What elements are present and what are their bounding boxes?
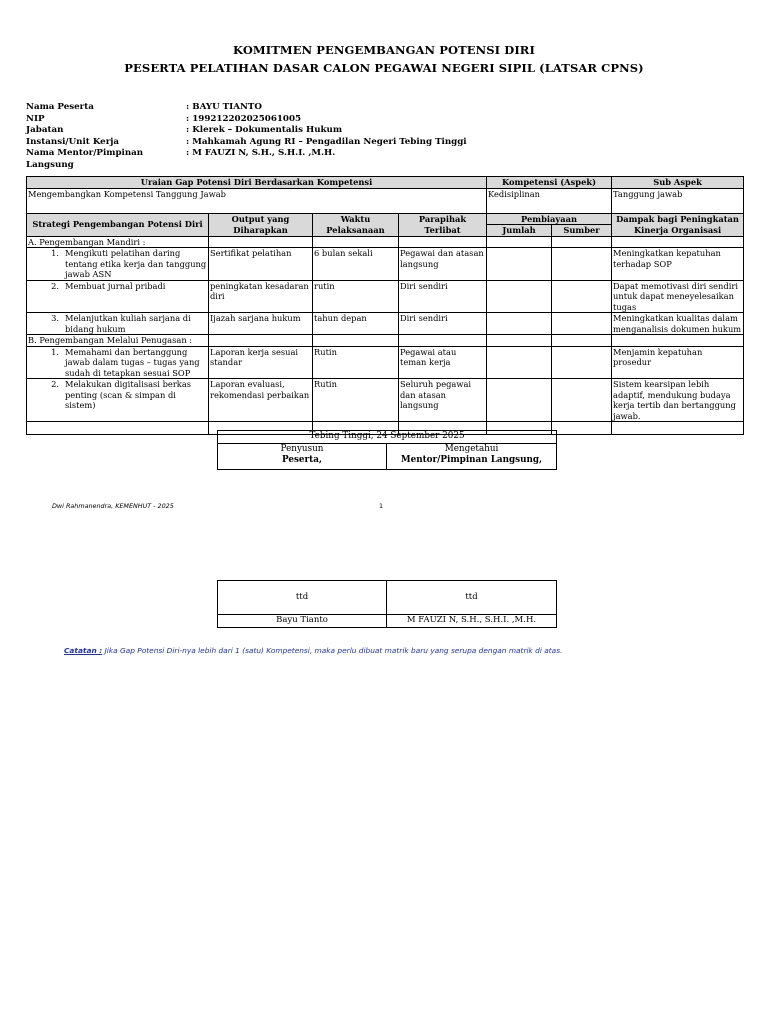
row-number: 1.	[51, 248, 59, 258]
uraian-value: Mengembangkan Kompetensi Tanggung Jawab	[27, 188, 487, 213]
info-row-nama	[26, 102, 467, 114]
header-parapihak: Parapihak Terlibat	[399, 213, 487, 236]
place-date: Tebing Tinggi, 24 September 2025	[218, 431, 557, 444]
strategi-cell: Memahami dan bertanggung jawab dalam tugas – tugas yang sudah di tetapkan sesuai SOP	[65, 346, 200, 378]
pihak-cell: Seluruh pegawai dan atasan langsung	[399, 379, 487, 422]
header-strategi: Strategi Pengembangan Potensi Diri	[27, 213, 209, 236]
header-sumber: Sumber	[552, 225, 612, 237]
output-cell: Ijazah sarjana hukum	[209, 313, 313, 335]
info-label: NIP	[26, 113, 45, 124]
waktu-cell: Rutin	[313, 346, 399, 379]
jumlah-cell	[487, 379, 552, 422]
waktu-cell: Rutin	[313, 379, 399, 422]
row-number: 2.	[51, 280, 59, 291]
info-value: : M FAUZI N, S.H., S.H.I. ,M.H.	[186, 148, 336, 158]
info-row-nip	[26, 114, 467, 126]
output-cell: Sertifikat pelatihan	[209, 248, 313, 281]
waktu-cell: rutin	[313, 280, 399, 313]
penyusun-cell	[218, 444, 387, 470]
peserta-label: Peserta,	[282, 454, 322, 465]
jumlah-cell	[487, 280, 552, 313]
dampak-cell: Menjamin kepatuhan prosedur	[612, 346, 744, 379]
pihak-cell: Diri sendiri	[399, 280, 487, 313]
page-number: 1	[379, 502, 384, 510]
jumlah-cell	[487, 346, 552, 379]
strategi-cell: Membuat jurnal pribadi	[65, 280, 166, 291]
mentor-label: Mentor/Pimpinan Langsung,	[400, 454, 543, 465]
section-a-label: A. Pengembangan Mandiri :	[27, 236, 209, 248]
footer-author: Dwi Rahmanendra, KEMENHUT - 2025	[52, 502, 174, 510]
mengetahui-cell	[387, 444, 557, 470]
output-cell: Laporan kerja sesuai standar	[209, 346, 313, 379]
table-row	[27, 346, 744, 379]
output-cell: Laporan evaluasi, rekomendasi perbaikan	[209, 379, 313, 422]
jumlah-cell	[487, 313, 552, 335]
info-value: : 199212202025061005	[186, 113, 302, 124]
note-label: Catatan :	[64, 646, 103, 655]
header-jumlah: Jumlah	[487, 225, 552, 237]
dampak-cell: Sistem kearsipan lebih adaptif, mendukung budaya kerja tertib dan bertanggung jawab.	[612, 379, 744, 422]
waktu-cell: tahun depan	[313, 313, 399, 335]
strategi-cell: Melakukan digitalisasi berkas penting (scan & simpan di sistem)	[65, 379, 192, 410]
pihak-cell: Pegawai dan atasan langsung	[399, 248, 487, 281]
note-text: Jika Gap Potensi Diri-nya lebih dari 1 (satu) Kompetensi, maka perlu dibuat matrik baru yang serupa dengan matrik di atas.	[104, 646, 563, 655]
table-row	[27, 379, 744, 422]
document-subtitle: PESERTA PELATIHAN DASAR CALON PEGAWAI NEGERI SIPIL (LATSAR CPNS)	[124, 61, 644, 75]
jumlah-cell	[487, 248, 552, 281]
info-row-instansi	[26, 137, 467, 149]
table-row	[27, 248, 744, 281]
sumber-cell	[552, 248, 612, 281]
sumber-cell	[552, 280, 612, 313]
info-value: : Klerek – Dokumentalis Hukum	[186, 125, 343, 135]
header-pembiayaan: Pembiayaan	[487, 213, 612, 225]
row-number: 1.	[51, 346, 59, 357]
dampak-cell: Meningkatkan kualitas dalam menganalisis dokumen hukum	[612, 313, 744, 335]
note	[64, 646, 562, 655]
info-label: Instansi/Unit Kerja	[26, 136, 120, 147]
info-value: : Mahkamah Agung RI – Pengadilan Negeri Tebing Tinggi	[186, 136, 467, 147]
header-output: Output yang Diharapkan	[209, 213, 313, 236]
strategi-cell: Melanjutkan kuliah sarjana di bidang hukum	[65, 313, 191, 334]
header-sub-aspek: Sub Aspek	[612, 177, 744, 189]
strategi-cell: Mengikuti pelatihan daring tentang etika kerja dan tanggung jawab ASN	[65, 248, 207, 279]
document-title: KOMITMEN PENGEMBANGAN POTENSI DIRI	[233, 43, 535, 57]
table-row	[27, 280, 744, 313]
sumber-cell	[552, 313, 612, 335]
sub-aspek-value: Tanggung jawab	[612, 188, 744, 213]
header-uraian: Uraian Gap Potensi Diri Berdasarkan Kompetensi	[27, 177, 487, 189]
row-number: 2.	[51, 379, 59, 389]
output-cell: peningkatan kesadaran diri	[209, 280, 313, 313]
pihak-cell: Diri sendiri	[399, 313, 487, 335]
mengetahui-label: Mengetahui	[444, 444, 499, 454]
sumber-cell	[552, 346, 612, 379]
info-row-mentor	[26, 148, 467, 171]
sumber-cell	[552, 379, 612, 422]
ttd-right: ttd	[387, 581, 557, 615]
penyusun-label: Penyusun	[280, 444, 324, 454]
participant-name: Bayu Tianto	[218, 615, 387, 628]
info-label: Jabatan	[26, 125, 64, 135]
row-number: 3.	[51, 313, 59, 323]
waktu-cell: 6 bulan sekali	[313, 248, 399, 281]
section-b-label: B. Pengembangan Melalui Penugasan :	[27, 335, 209, 347]
signature-table	[217, 430, 557, 470]
participant-info	[26, 102, 467, 171]
info-label: Nama Mentor/Pimpinan Langsung	[26, 148, 144, 170]
table-row	[27, 313, 744, 335]
info-label: Nama Peserta	[26, 102, 94, 112]
gap-potential-table	[26, 176, 744, 435]
pihak-cell: Pegawai atau teman kerja	[399, 346, 487, 379]
dampak-cell: Meningkatkan kepatuhan terhadap SOP	[612, 248, 744, 281]
info-row-jabatan	[26, 125, 467, 137]
header-waktu: Waktu Pelaksanaan	[313, 213, 399, 236]
header-kompetensi: Kompetensi (Aspek)	[487, 177, 612, 189]
dampak-cell: Dapat memotivasi diri sendiri untuk dapat meneyelesaikan tugas	[612, 280, 744, 313]
ttd-left: ttd	[218, 581, 387, 615]
signature-names-table	[217, 580, 557, 628]
info-value: : BAYU TIANTO	[186, 102, 262, 112]
kompetensi-value: Kedisiplinan	[487, 188, 612, 213]
header-dampak: Dampak bagi Peningkatan Kinerja Organisasi	[612, 213, 744, 236]
mentor-name: M FAUZI N, S.H., S.H.I. ,M.H.	[387, 615, 557, 628]
